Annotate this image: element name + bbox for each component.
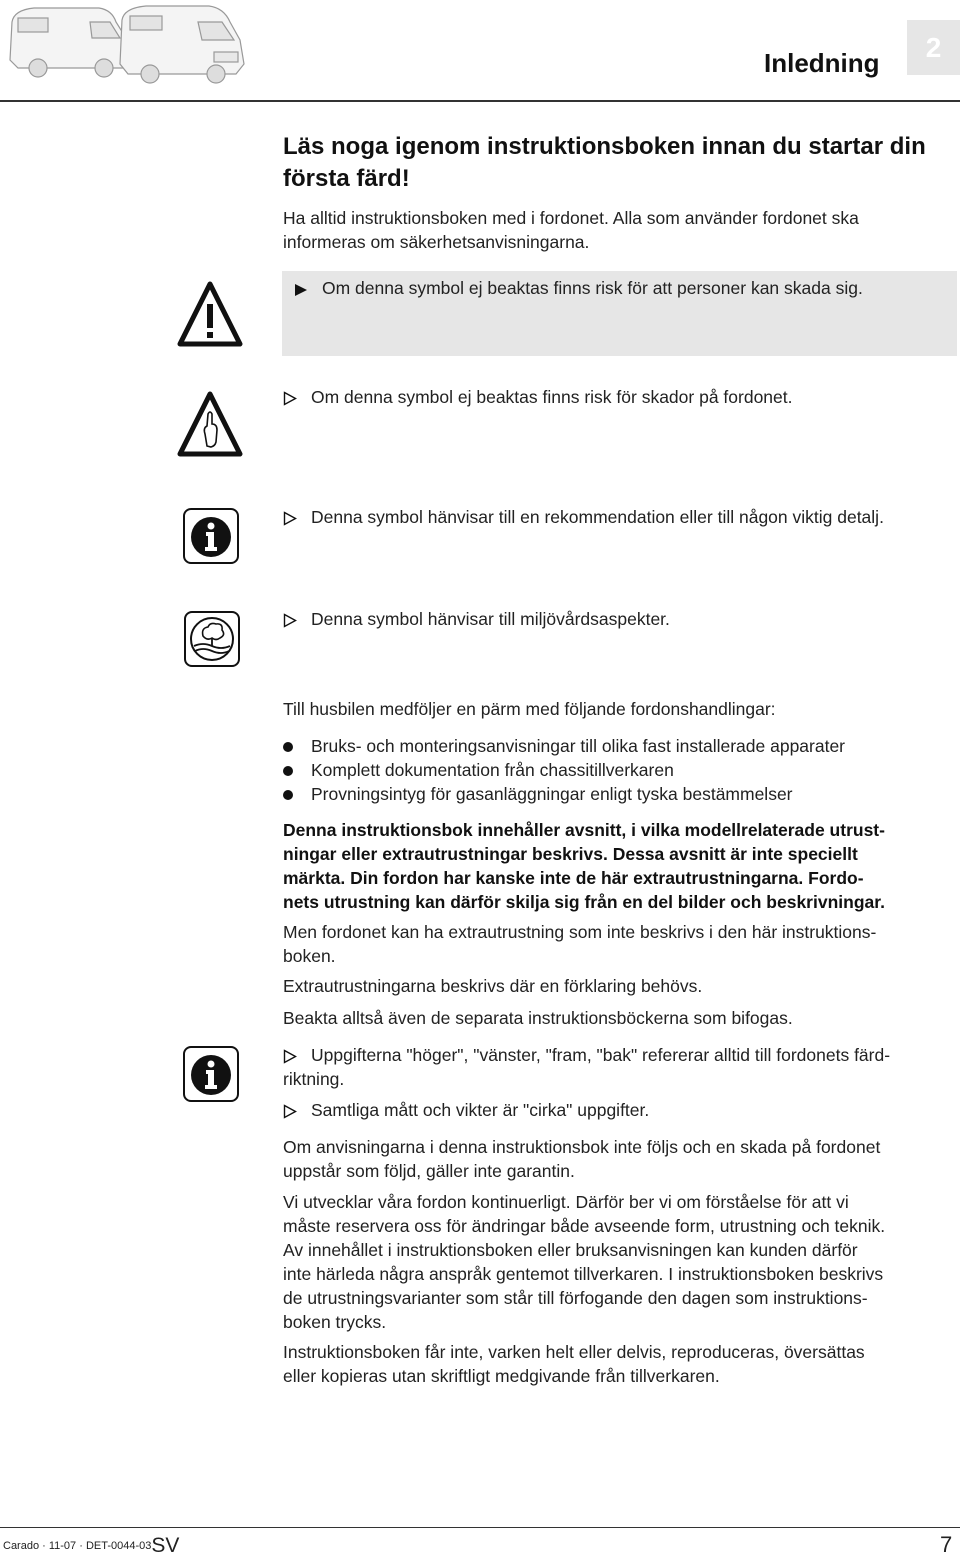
text-line: boken trycks. [283, 1312, 387, 1332]
info-icon [182, 507, 240, 565]
bullet-dot [283, 742, 293, 752]
list-item [283, 782, 960, 806]
header-divider [0, 100, 960, 102]
bold-line: Denna instruktionsbok innehåller avsnitt, i vilka modellrelaterade utrust- [283, 820, 885, 840]
outline-arrow-icon [283, 1104, 297, 1119]
solid-arrow-icon [294, 283, 308, 297]
development-paragraph [283, 1190, 885, 1334]
language-code: SV [151, 1534, 180, 1557]
copyright-paragraph [283, 1340, 865, 1388]
text-line: Om anvisningarna i denna instruktionsbok inte följs och en skada på fordonet [283, 1137, 881, 1157]
document-item: Provningsintyg för gasanläggningar enligt tyska bestämmelser [311, 784, 793, 804]
list-item [283, 758, 960, 782]
footer-divider [0, 1527, 960, 1528]
bullet-dot [283, 766, 293, 776]
text-line: Men fordonet kan ha extrautrustning som inte beskrivs i den här instruktions- [283, 922, 877, 942]
outline-arrow-icon [283, 1049, 297, 1064]
text-line: Vi utvecklar våra fordon kontinuerligt. Därför ber vi om förståelse för att vi [283, 1192, 849, 1212]
measurement-note [283, 1098, 960, 1122]
danger-notice-box [282, 271, 957, 356]
vehicle-damage-caution-icon [177, 390, 243, 458]
bullet-dot [283, 790, 293, 800]
bold-line: ningar eller extrautrustningar beskrivs. Dessa avsnitt är inte speciellt [283, 844, 858, 864]
optional-paragraph-2: Extrautrustningarna beskrivs där en förklaring behövs. [283, 976, 703, 996]
info-notice [283, 505, 960, 529]
text-line: Av innehållet i instruktionsboken eller bruksanvisningen kan kunden därför [283, 1240, 858, 1260]
info-text: Denna symbol hänvisar till en rekommendation eller till någon viktig detalj. [311, 507, 884, 527]
environment-notice [283, 607, 960, 631]
text-line: inte härleda några anspråk gentemot tillverkaren. I instruktionsboken beskrivs [283, 1264, 884, 1284]
danger-notice [294, 276, 960, 300]
text-line: uppstår som följd, gäller inte garantin. [283, 1161, 575, 1181]
list-item [283, 734, 960, 758]
danger-warning-icon [177, 280, 243, 348]
environment-text: Denna symbol hänvisar till miljövårdsaspekter. [311, 609, 670, 629]
bold-line: nets utrustning kan därför skilja sig från en del bilder och beskrivningar. [283, 892, 885, 912]
environment-icon [183, 610, 241, 668]
text-line: eller kopieras utan skriftligt medgivande från tillverkaren. [283, 1366, 720, 1386]
measurement-text: Samtliga mått och vikter är "cirka" uppgifter. [311, 1100, 650, 1120]
direction-note [283, 1043, 890, 1091]
warranty-paragraph [283, 1135, 880, 1183]
footer-doc-code [3, 1534, 179, 1558]
doc-code: Carado · 11-07 · DET-0044-03 [3, 1540, 152, 1552]
outline-arrow-icon [283, 613, 297, 628]
text-line: riktning. [283, 1069, 345, 1089]
chapter-number-badge: 2 [907, 20, 960, 75]
outline-arrow-icon [283, 391, 297, 406]
bold-line: märkta. Din fordon har kanske inte de här extrautrustningarna. Fordo- [283, 868, 864, 888]
page-number: 7 [940, 1532, 953, 1557]
text-line: Uppgifterna "höger", "vänster, "fram, "bak" refererar alltid till fordonets färd- [311, 1045, 891, 1065]
chapter-title: Inledning [764, 48, 880, 78]
optional-paragraph-3: Beakta alltså även de separata instruktionsböckerna som bifogas. [283, 1008, 793, 1028]
optional-equipment-note [283, 818, 885, 914]
outline-arrow-icon [283, 511, 297, 526]
text-line: boken. [283, 946, 336, 966]
document-item: Bruks- och monteringsanvisningar till olika fast installerade apparater [311, 736, 846, 756]
caution-text: Om denna symbol ej beaktas finns risk för skador på fordonet. [311, 387, 793, 407]
info-icon [182, 1045, 240, 1103]
text-line: Instruktionsboken får inte, varken helt eller delvis, reproduceras, översättas [283, 1342, 865, 1362]
documents-intro: Till husbilen medföljer en pärm med följande fordonshandlingar: [283, 699, 776, 719]
intro-text: Ha alltid instruktionsboken med i fordonet. Alla som använder fordonet ska informeras om säkerhetsanvisningarna. [283, 208, 859, 252]
danger-text: Om denna symbol ej beaktas finns risk för att personer kan skada sig. [322, 278, 863, 298]
caution-notice [283, 385, 960, 409]
optional-paragraph-1 [283, 920, 876, 968]
page-heading: Läs noga igenom instruktionsboken innan du startar din första färd! [283, 133, 926, 192]
document-item: Komplett dokumentation från chassitillverkaren [311, 760, 674, 780]
motorhome-illustration [4, 2, 254, 84]
text-line: de utrustningsvarianter som står till förfogande den dagen som instruktions- [283, 1288, 868, 1308]
text-line: måste reservera oss för ändringar både avseende form, utrustning och teknik. [283, 1216, 886, 1236]
